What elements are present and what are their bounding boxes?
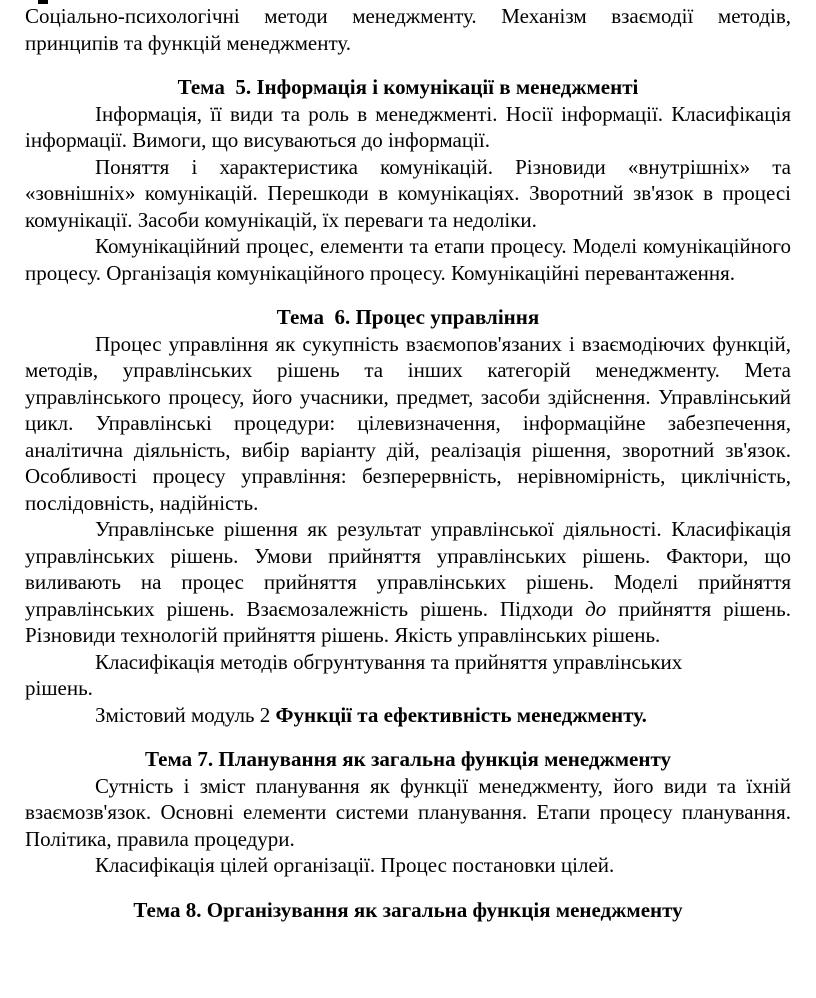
paragraph-information-types: Інформація, її види та роль в менеджменті. Носії інформації. Класифікація інформації. Вимоги, що висуваються до інформації. — [25, 101, 791, 152]
module-2-prefix: Змістовий модуль 2 — [95, 702, 276, 727]
decision-text-after-italic: прийняття рішень. Різновиди технологій прийняття рішень. Якість управлінських рішень. — [25, 596, 791, 647]
paragraph-goals-classification: Класифікація цілей організації. Процес постановки цілей. — [95, 853, 615, 877]
paragraph-management-process: Процес управління як сукупність взаємопов'язаних і взаємодіючих функцій, методів, управлінських рішень та інших категорій менеджменту. Мета управлінського процесу, його учасники, предмет, засоби здійснення. Управлінський цикл. Управлінські процедури: цілевизначення, інформаційне забезпечення, аналітична діяльність, вибір варіанту дій, реалізація рішення, зворотний зв'язок. Особливості процесу управління: безперервність, нерівномірність, циклічність, послідовність, надійність. — [25, 331, 791, 515]
page-edge-artifact — [38, 0, 48, 4]
paragraph-methods-classification: Класифікація методів обгрунтування та прийняття управлінських рішень. — [25, 649, 683, 700]
paragraph-social-psychological-methods: Соціально-психологічні методи менеджменту. Механізм взаємодії методів, принципів та функцій менеджменту. — [25, 4, 791, 55]
module-2-title: Функції та ефективність менеджменту. — [275, 702, 647, 727]
paragraph-communication-process: Комунікаційний процес, елементи та етапи процесу. Моделі комунікаційного процесу. Організація комунікаційного процесу. Комунікаційні перевантаження. — [25, 234, 791, 285]
heading-tema-5: Тема 5. Інформація і комунікації в менеджменті — [177, 75, 639, 99]
paragraph-planning-essence: Сутність і зміст планування як функції менеджменту, його види та їхній взаємозв'язок. Основні елементи системи планування. Етапи процесу планування. Політика, правила процедури. — [25, 773, 791, 851]
heading-tema-8: Тема 8. Організування як загальна функція менеджменту — [133, 897, 683, 922]
heading-tema-6: Тема 6. Процес управління — [276, 305, 540, 329]
heading-tema-7: Тема 7. Планування як загальна функція менеджменту — [144, 747, 672, 771]
module-2-line — [25, 702, 791, 729]
paragraph-communications-characteristics: Поняття і характеристика комунікацій. Різновиди «внутрішніх» та «зовнішніх» комунікацій. Перешкоди в комунікаціях. Зворотний зв'язок в процесі комунікації. Засоби комунікацій, їх переваги та недоліки. — [25, 154, 791, 232]
decision-text-italic-do: до — [585, 596, 607, 621]
paragraph-management-decisions — [25, 516, 791, 649]
decision-text-before-italic: Управлінське рішення як результат управлінської діяльності. Класифікація управлінських рішень. Умови прийняття управлінських рішень. Фактори, що виливають на процес прийняття управлінських рішень. Моделі прийняття управлінських рішень. Взаємозалежність рішень. Підходи — [25, 517, 791, 621]
